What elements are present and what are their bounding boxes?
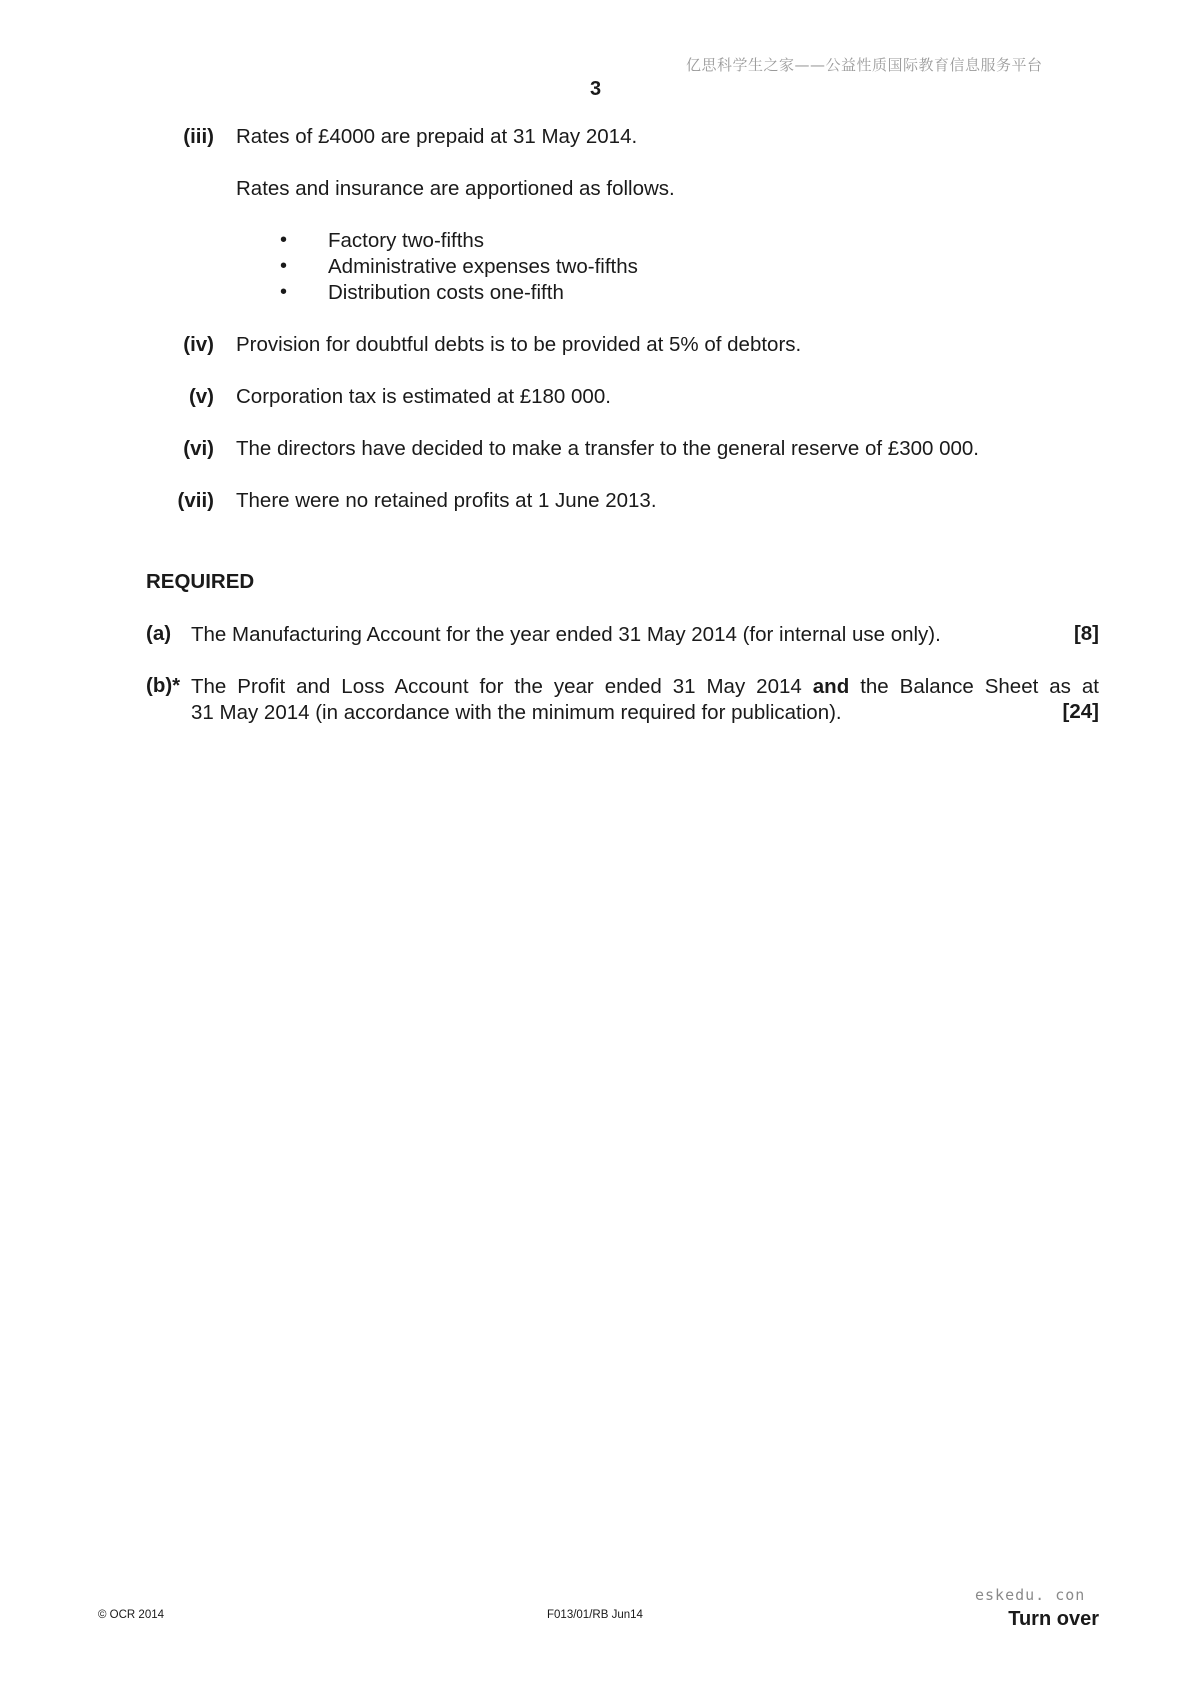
required-heading: REQUIRED — [146, 570, 255, 593]
item-vii-label: (vii) — [177, 489, 214, 512]
item-iii-text: Rates of £4000 are prepaid at 31 May 2014. — [236, 125, 638, 148]
required-b-label: (b)* — [146, 674, 181, 697]
required-b-line1-pre: The Profit and Loss Account for the year ended 31 May 2014 — [191, 675, 802, 698]
required-a-text: The Manufacturing Account for the year ended 31 May 2014 (for internal use only). — [191, 623, 941, 646]
item-iii-label: (iii) — [183, 125, 214, 148]
item-v-text: Corporation tax is estimated at £180 000. — [236, 385, 611, 408]
bullet-icon: • — [280, 281, 288, 303]
footer-watermark: eskedu. con — [975, 1586, 1086, 1604]
item-vi-label: (vi) — [183, 437, 214, 460]
bullet-item: Factory two-fifths — [328, 229, 485, 252]
required-b-line2: 31 May 2014 (in accordance with the minimum required for publication). — [191, 701, 842, 724]
bullet-item: Administrative expenses two-fifths — [328, 255, 638, 278]
header-watermark: 亿思科学生之家——公益性质国际教育信息服务平台 — [686, 56, 1043, 74]
item-vii-text: There were no retained profits at 1 June 2013. — [236, 489, 657, 512]
footer-code: F013/01/RB Jun14 — [547, 1609, 643, 1621]
required-a-label: (a) — [146, 622, 172, 645]
bullet-icon: • — [280, 255, 288, 277]
required-a-marks: [8] — [1073, 622, 1099, 645]
item-iv-text: Provision for doubtful debts is to be provided at 5% of debtors. — [236, 333, 802, 356]
required-b-line1-bold: and — [812, 675, 850, 698]
required-b-marks: [24] — [1062, 700, 1099, 723]
turn-over-label: Turn over — [1008, 1608, 1099, 1630]
bullet-icon: • — [280, 229, 288, 251]
item-vi-text: The directors have decided to make a transfer to the general reserve of £300 000. — [236, 437, 979, 460]
item-iii-note: Rates and insurance are apportioned as follows. — [236, 177, 675, 200]
page-number: 3 — [589, 78, 602, 100]
required-b-line1-post: the Balance Sheet as at — [860, 675, 1099, 698]
item-v-label: (v) — [188, 385, 214, 408]
bullet-item: Distribution costs one-fifth — [328, 281, 564, 304]
item-iv-label: (iv) — [183, 333, 214, 356]
footer-copyright: © OCR 2014 — [98, 1609, 165, 1621]
required-b-line1 — [191, 674, 1099, 700]
